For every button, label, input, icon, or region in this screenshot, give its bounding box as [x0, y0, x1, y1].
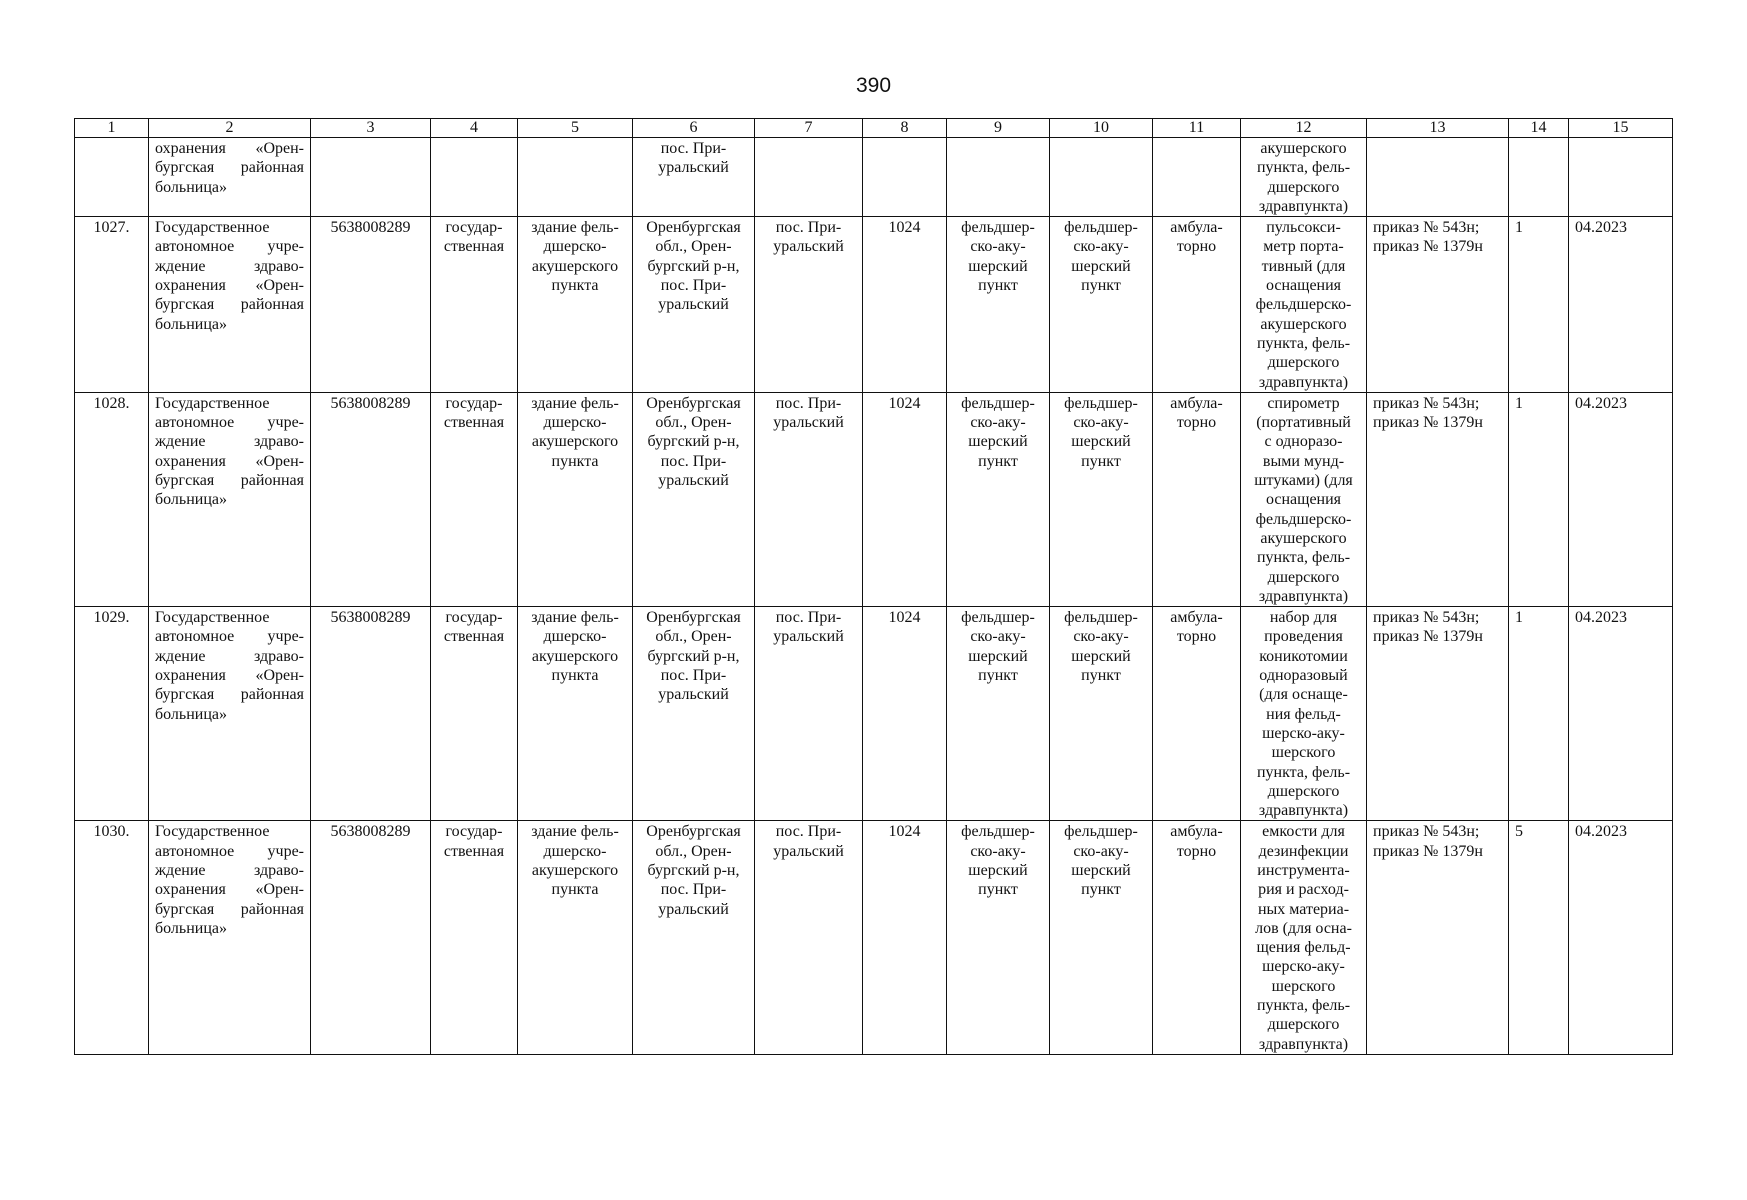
text-line: автономное учре- — [155, 238, 304, 256]
text-line: акушерского — [1260, 140, 1347, 157]
text-line: пос. При- — [660, 140, 727, 157]
column-number: 8 — [863, 119, 947, 138]
cell-inn: 5638008289 — [311, 392, 431, 606]
text-line: государ- — [445, 823, 503, 841]
text-line: штуками) (для — [1254, 472, 1353, 490]
text-line: пос. При- — [775, 219, 842, 237]
text-line: шерский — [968, 647, 1028, 665]
cell-unit-name — [1050, 392, 1153, 606]
text-line: обл., Орен- — [655, 628, 732, 646]
text-line: амбула- — [1170, 609, 1223, 627]
text-line: дезинфекции — [1258, 842, 1349, 860]
text-line: ско-аку- — [970, 628, 1026, 646]
text-line: торно — [1176, 414, 1217, 432]
text-line: пос. При- — [660, 277, 727, 295]
text-line: оснащения — [1265, 491, 1342, 509]
text-line: пункт — [978, 452, 1018, 470]
text-line: дшерского — [1267, 1016, 1340, 1034]
text-line: государ- — [445, 394, 503, 412]
cell-code: 1024 — [863, 607, 947, 821]
text-line: акушерского — [531, 861, 619, 879]
text-line: уральский — [658, 686, 729, 704]
text-line: пункта — [551, 667, 599, 685]
cell-num — [75, 138, 149, 217]
text-line: больница» — [155, 919, 227, 937]
column-number: 14 — [1509, 119, 1569, 138]
cell-qty: 1 — [1509, 217, 1569, 393]
cell-address — [633, 217, 755, 393]
cell-building — [518, 138, 633, 217]
text-line: спирометр — [1267, 394, 1340, 412]
text-line: шерского — [1271, 744, 1336, 762]
text-line: оснащения — [1265, 277, 1342, 295]
text-line: ско-аку- — [970, 238, 1026, 256]
text-line: дшерского — [1267, 178, 1340, 196]
continued-row — [75, 138, 1673, 217]
cell-organization — [149, 607, 311, 821]
cell-inn: 5638008289 — [311, 821, 431, 1055]
cell-building — [518, 392, 633, 606]
text-line: рия и расход- — [1258, 881, 1349, 899]
cell-unit-type — [947, 392, 1050, 606]
text-line: фельдшерско- — [1255, 296, 1352, 314]
column-number: 4 — [431, 119, 518, 138]
text-line: ственная — [443, 628, 505, 646]
text-line: акушерского — [1260, 315, 1347, 333]
text-line: приказ № 543н; — [1373, 609, 1480, 627]
text-line: Оренбургская — [646, 394, 741, 412]
text-line: ско-аку- — [1073, 414, 1129, 432]
text-line: шерский — [968, 257, 1028, 275]
cell-equipment — [1241, 138, 1367, 217]
text-line: ско-аку- — [1073, 238, 1129, 256]
text-line: Оренбургская — [646, 219, 741, 237]
text-line: приказ № 1379н — [1373, 628, 1483, 646]
text-line: больница» — [155, 315, 227, 333]
text-line: фельдшер- — [1064, 823, 1138, 841]
text-line: ственная — [443, 842, 505, 860]
text-line: щения фельд- — [1256, 939, 1351, 957]
cell-building — [518, 821, 633, 1055]
text-line: фельдшерско- — [1255, 510, 1352, 528]
cell-address — [633, 138, 755, 217]
column-number: 15 — [1569, 119, 1673, 138]
cell-order — [1367, 392, 1509, 606]
text-line: пункт — [1081, 667, 1121, 685]
text-line: приказ № 543н; — [1373, 394, 1480, 412]
text-line: пункта, фель- — [1256, 334, 1351, 352]
text-line: ско-аку- — [970, 842, 1026, 860]
text-line: охранения «Орен- — [155, 277, 304, 295]
text-line: здание фель- — [531, 219, 619, 237]
cell-equipment — [1241, 821, 1367, 1055]
text-line: здравпункта) — [1258, 587, 1349, 605]
text-line: ственная — [443, 414, 505, 432]
text-line: здание фель- — [531, 823, 619, 841]
text-line: торно — [1176, 628, 1217, 646]
text-line: пос. При- — [775, 823, 842, 841]
text-line: обл., Орен- — [655, 238, 732, 256]
cell-num: 1028. — [75, 392, 149, 606]
text-line: пункт — [1081, 452, 1121, 470]
text-line: шерско-аку- — [1262, 958, 1345, 976]
text-line: здравпункта) — [1258, 373, 1349, 391]
text-line: пос. При- — [660, 667, 727, 685]
cell-num: 1029. — [75, 607, 149, 821]
cell-equipment — [1241, 607, 1367, 821]
text-line: амбула- — [1170, 823, 1223, 841]
text-line: здравпункта) — [1258, 802, 1349, 820]
text-line: пункт — [1081, 881, 1121, 899]
cell-address — [633, 607, 755, 821]
text-line: пункта, фель- — [1256, 763, 1351, 781]
cell-code: 1024 — [863, 217, 947, 393]
cell-building — [518, 217, 633, 393]
cell-code — [863, 138, 947, 217]
cell-unit-type — [947, 821, 1050, 1055]
text-line: ждение здраво- — [155, 861, 304, 879]
cell-inn — [311, 138, 431, 217]
cell-order — [1367, 138, 1509, 217]
cell-num: 1027. — [75, 217, 149, 393]
text-line: шерско-аку- — [1262, 724, 1345, 742]
cell-address — [633, 392, 755, 606]
text-line: приказ № 543н; — [1373, 219, 1480, 237]
text-line: Государственное — [155, 219, 270, 237]
table-row — [75, 217, 1673, 393]
text-line: здание фель- — [531, 394, 619, 412]
text-line: шерский — [968, 433, 1028, 451]
text-line: шерский — [968, 861, 1028, 879]
table-row — [75, 607, 1673, 821]
text-line: больница» — [155, 178, 227, 196]
column-number: 10 — [1050, 119, 1153, 138]
cell-organization — [149, 217, 311, 393]
cell-unit-type — [947, 217, 1050, 393]
text-line: акушерского — [531, 257, 619, 275]
text-line: инструмента- — [1257, 861, 1350, 879]
cell-address — [633, 821, 755, 1055]
cell-care — [1153, 392, 1241, 606]
text-line: фельдшер- — [1064, 219, 1138, 237]
text-line: приказ № 1379н — [1373, 414, 1483, 432]
cell-equipment — [1241, 392, 1367, 606]
text-line: охранения «Орен- — [155, 452, 304, 470]
text-line: Государственное — [155, 394, 270, 412]
cell-ownership — [431, 217, 518, 393]
text-line: ных материа- — [1257, 900, 1350, 918]
text-line: амбула- — [1170, 394, 1223, 412]
cell-date: 04.2023 — [1569, 607, 1673, 821]
text-line: бургская районная — [155, 159, 304, 177]
cell-unit-type — [947, 138, 1050, 217]
text-line: (для оснаще- — [1259, 686, 1348, 704]
cell-order — [1367, 821, 1509, 1055]
text-line: пункт — [1081, 277, 1121, 295]
cell-equipment — [1241, 217, 1367, 393]
cell-ownership — [431, 607, 518, 821]
column-number: 2 — [149, 119, 311, 138]
text-line: коникотомии — [1259, 647, 1348, 665]
cell-settlement — [755, 607, 863, 821]
text-line: (портативный — [1256, 414, 1351, 432]
cell-ownership — [431, 392, 518, 606]
cell-unit-type — [947, 607, 1050, 821]
text-line: пункта — [551, 881, 599, 899]
text-line: уральский — [773, 238, 844, 256]
column-number: 9 — [947, 119, 1050, 138]
cell-unit-name — [1050, 607, 1153, 821]
column-number: 7 — [755, 119, 863, 138]
cell-organization — [149, 821, 311, 1055]
column-number: 1 — [75, 119, 149, 138]
text-line: дшерско- — [543, 628, 607, 646]
text-line: фельдшер- — [1064, 609, 1138, 627]
column-number: 12 — [1241, 119, 1367, 138]
cell-qty: 1 — [1509, 392, 1569, 606]
text-line: пос. При- — [660, 452, 727, 470]
text-line: обл., Орен- — [655, 842, 732, 860]
text-line: лов (для осна- — [1255, 919, 1352, 937]
cell-care — [1153, 217, 1241, 393]
text-line: ско-аку- — [970, 414, 1026, 432]
text-line: ждение здраво- — [155, 433, 304, 451]
text-line: здравпункта) — [1258, 1035, 1349, 1053]
cell-inn: 5638008289 — [311, 607, 431, 821]
cell-order — [1367, 217, 1509, 393]
text-line: бургский р-н, — [647, 257, 740, 275]
text-line: больница» — [155, 705, 227, 723]
text-line: автономное учре- — [155, 628, 304, 646]
column-number: 13 — [1367, 119, 1509, 138]
text-line: шерский — [1071, 433, 1131, 451]
text-line: бургская районная — [155, 686, 304, 704]
text-line: бургская районная — [155, 472, 304, 490]
table-row — [75, 821, 1673, 1055]
cell-num: 1030. — [75, 821, 149, 1055]
cell-date: 04.2023 — [1569, 217, 1673, 393]
text-line: государ- — [445, 219, 503, 237]
text-line: дшерского — [1267, 782, 1340, 800]
text-line: бургский р-н, — [647, 647, 740, 665]
text-line: акушерского — [1260, 529, 1347, 547]
text-line: ско-аку- — [1073, 628, 1129, 646]
text-line: дшерско- — [543, 414, 607, 432]
text-line: Государственное — [155, 609, 270, 627]
text-line: акушерского — [531, 433, 619, 451]
text-line: уральский — [773, 842, 844, 860]
cell-order — [1367, 607, 1509, 821]
cell-care — [1153, 607, 1241, 821]
text-line: торно — [1176, 842, 1217, 860]
cell-building — [518, 607, 633, 821]
cell-inn: 5638008289 — [311, 217, 431, 393]
cell-unit-name — [1050, 821, 1153, 1055]
text-line: уральский — [658, 159, 729, 177]
text-line: одноразовый — [1259, 667, 1348, 685]
text-line: фельдшер- — [961, 609, 1035, 627]
cell-qty: 1 — [1509, 607, 1569, 821]
text-line: государ- — [445, 609, 503, 627]
cell-settlement — [755, 138, 863, 217]
text-line: пос. При- — [775, 394, 842, 412]
text-line: шерский — [1071, 861, 1131, 879]
text-line: Оренбургская — [646, 823, 741, 841]
text-line: метр порта- — [1263, 238, 1344, 256]
text-line: пос. При- — [775, 609, 842, 627]
text-line: здравпункта) — [1258, 197, 1349, 215]
column-number: 5 — [518, 119, 633, 138]
cell-settlement — [755, 217, 863, 393]
text-line: фельдшер- — [961, 823, 1035, 841]
text-line: уральский — [773, 414, 844, 432]
text-line: пункт — [978, 277, 1018, 295]
text-line: автономное учре- — [155, 414, 304, 432]
text-line: пункт — [978, 667, 1018, 685]
text-line: ждение здраво- — [155, 647, 304, 665]
text-line: дшерско- — [543, 842, 607, 860]
text-line: бургский р-н, — [647, 861, 740, 879]
column-number: 3 — [311, 119, 431, 138]
table-row — [75, 392, 1673, 606]
text-line: охранения «Орен- — [155, 881, 304, 899]
text-line: проведения — [1264, 628, 1343, 646]
text-line: пос. При- — [660, 881, 727, 899]
text-line: автономное учре- — [155, 842, 304, 860]
cell-ownership — [431, 821, 518, 1055]
cell-settlement — [755, 821, 863, 1055]
text-line: приказ № 1379н — [1373, 842, 1483, 860]
text-line: торно — [1176, 238, 1217, 256]
cell-code: 1024 — [863, 821, 947, 1055]
text-line: дшерского — [1267, 568, 1340, 586]
text-line: емкости для — [1262, 823, 1345, 841]
text-line: здание фель- — [531, 609, 619, 627]
cell-ownership — [431, 138, 518, 217]
text-line: бургская районная — [155, 296, 304, 314]
text-line: охранения «Орен- — [155, 667, 304, 685]
page-number: 390 — [855, 74, 892, 97]
text-line: пункта, фель- — [1256, 997, 1351, 1015]
text-line: приказ № 1379н — [1373, 238, 1483, 256]
cell-date: 04.2023 — [1569, 392, 1673, 606]
text-line: обл., Орен- — [655, 414, 732, 432]
text-line: пункта, фель- — [1256, 549, 1351, 567]
text-line: с одноразо- — [1264, 433, 1343, 451]
cell-unit-name — [1050, 138, 1153, 217]
register-table — [74, 118, 1673, 1055]
text-line: шерского — [1271, 977, 1336, 995]
text-line: набор для — [1269, 609, 1338, 627]
text-line: пункта, фель- — [1256, 159, 1351, 177]
text-line: пункта — [551, 277, 599, 295]
text-line: пункт — [978, 881, 1018, 899]
text-line: фельдшер- — [961, 394, 1035, 412]
column-number: 11 — [1153, 119, 1241, 138]
text-line: ния фельд- — [1266, 705, 1341, 723]
text-line: Государственное — [155, 823, 270, 841]
text-line: фельдшер- — [961, 219, 1035, 237]
cell-organization — [149, 392, 311, 606]
text-line: акушерского — [531, 647, 619, 665]
text-line: пункта — [551, 452, 599, 470]
text-line: ско-аку- — [1073, 842, 1129, 860]
cell-care — [1153, 821, 1241, 1055]
text-line: уральский — [658, 296, 729, 314]
cell-settlement — [755, 392, 863, 606]
text-line: дшерского — [1267, 354, 1340, 372]
text-line: приказ № 543н; — [1373, 823, 1480, 841]
text-line: шерский — [1071, 647, 1131, 665]
cell-care — [1153, 138, 1241, 217]
text-line: тивный (для — [1261, 257, 1346, 275]
text-line: охранения «Орен- — [155, 140, 304, 157]
column-number-row — [75, 119, 1673, 138]
column-number: 6 — [633, 119, 755, 138]
cell-organization — [149, 138, 311, 217]
cell-date — [1569, 138, 1673, 217]
text-line: уральский — [658, 900, 729, 918]
text-line: больница» — [155, 491, 227, 509]
text-line: уральский — [658, 472, 729, 490]
text-line: дшерско- — [543, 238, 607, 256]
cell-qty: 5 — [1509, 821, 1569, 1055]
cell-code: 1024 — [863, 392, 947, 606]
cell-qty — [1509, 138, 1569, 217]
text-line: бургский р-н, — [647, 433, 740, 451]
text-line: уральский — [773, 628, 844, 646]
text-line: пульсокси- — [1266, 219, 1341, 237]
text-line: Оренбургская — [646, 609, 741, 627]
text-line: выми мунд- — [1262, 452, 1345, 470]
text-line: фельдшер- — [1064, 394, 1138, 412]
cell-date: 04.2023 — [1569, 821, 1673, 1055]
text-line: бургская районная — [155, 900, 304, 918]
text-line: шерский — [1071, 257, 1131, 275]
text-line: ственная — [443, 238, 505, 256]
text-line: ждение здраво- — [155, 257, 304, 275]
cell-unit-name — [1050, 217, 1153, 393]
text-line: амбула- — [1170, 219, 1223, 237]
